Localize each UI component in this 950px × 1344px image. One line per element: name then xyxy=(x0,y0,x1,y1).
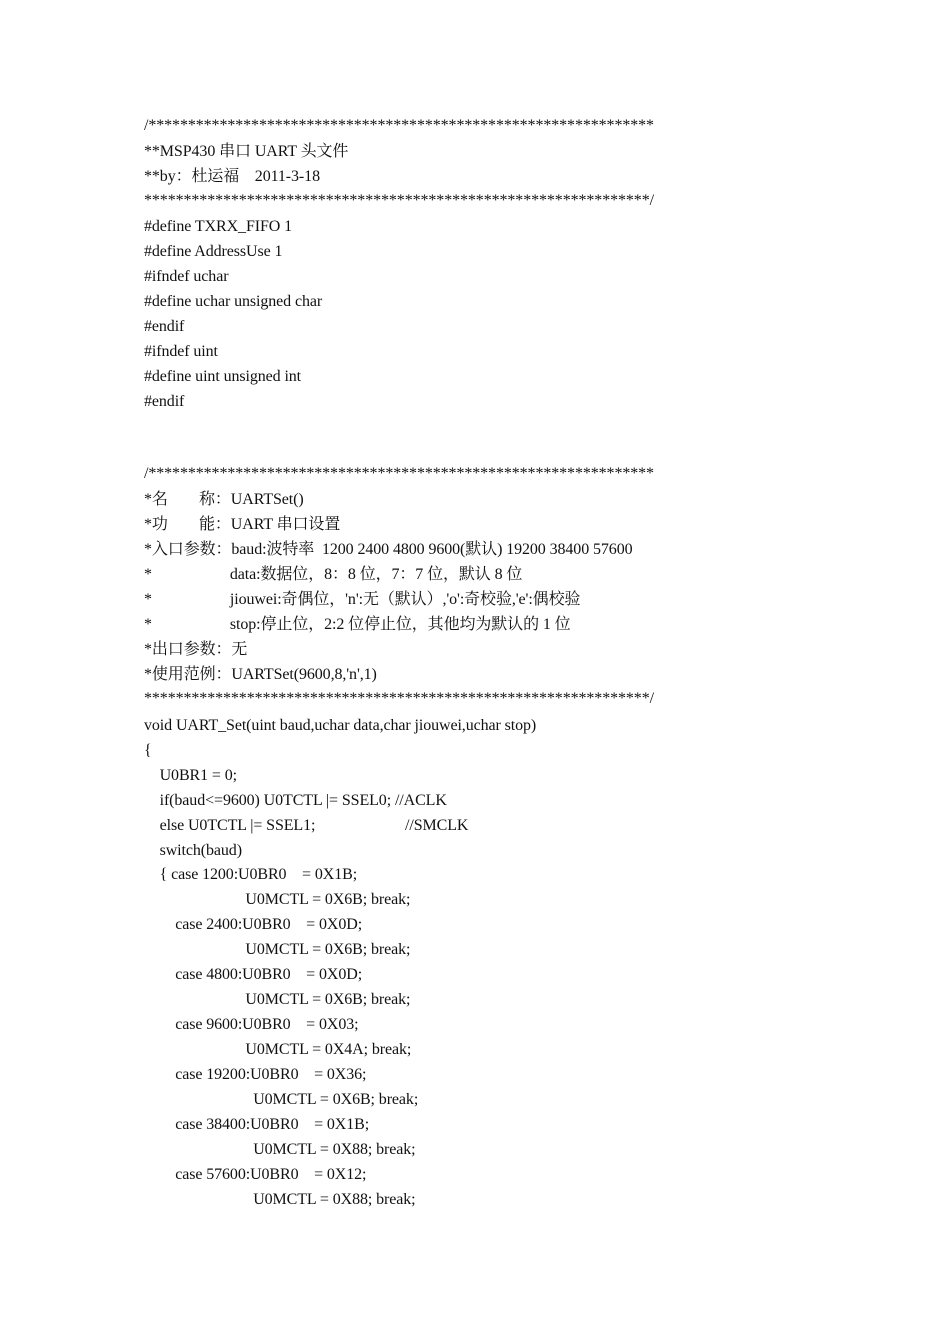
code-line: #endif xyxy=(144,318,185,335)
code-line: #define TXRX_FIFO 1 xyxy=(144,218,293,235)
function-signature: void UART_Set(uint baud,uchar data,char jiouwei,uchar stop) xyxy=(144,717,537,734)
comment-line: *出口参数：无 xyxy=(144,641,248,658)
code-line: U0MCTL = 0X6B; break; xyxy=(144,1091,419,1108)
code-line: #ifndef uchar xyxy=(144,268,229,285)
code-line: U0MCTL = 0X4A; break; xyxy=(144,1041,412,1058)
code-line: #define uchar unsigned char xyxy=(144,293,323,310)
code-line: #define AddressUse 1 xyxy=(144,243,283,260)
function-comment-close: ****************************************************************/ xyxy=(144,690,654,707)
code-line: U0MCTL = 0X88; break; xyxy=(144,1141,416,1158)
comment-line: *名 称：UARTSet() xyxy=(144,491,304,508)
code-line: U0MCTL = 0X6B; break; xyxy=(144,891,411,908)
code-line: U0MCTL = 0X6B; break; xyxy=(144,941,411,958)
header-title-line: **MSP430 串口 UART 头文件 xyxy=(144,143,349,160)
comment-line: * stop:停止位，2:2 位停止位，其他均为默认的 1 位 xyxy=(144,616,571,633)
comment-line: *功 能：UART 串口设置 xyxy=(144,516,341,533)
code-line: U0BR1 = 0; xyxy=(144,767,237,784)
code-line: switch(baud) xyxy=(144,842,242,859)
code-line: case 9600:U0BR0 = 0X03; xyxy=(144,1016,359,1033)
code-line: U0MCTL = 0X6B; break; xyxy=(144,991,411,1008)
code-line: else U0TCTL |= SSEL1; //SMCLK xyxy=(144,817,469,834)
comment-line: *入口参数：baud:波特率 1200 2400 4800 9600(默认) 19200 38400 57600 xyxy=(144,541,633,558)
code-line: if(baud<=9600) U0TCTL |= SSEL0; //ACLK xyxy=(144,792,447,809)
function-comment-open: /**************************************************************** xyxy=(144,465,654,482)
code-line: case 38400:U0BR0 = 0X1B; xyxy=(144,1116,370,1133)
code-line: case 57600:U0BR0 = 0X12; xyxy=(144,1166,367,1183)
code-line: case 4800:U0BR0 = 0X0D; xyxy=(144,966,363,983)
code-line: #ifndef uint xyxy=(144,343,218,360)
code-line: { xyxy=(144,742,152,759)
code-line: #define uint unsigned int xyxy=(144,368,302,385)
comment-line: *使用范例：UARTSet(9600,8,'n',1) xyxy=(144,666,377,683)
header-author-line: **by：杜运福 2011-3-18 xyxy=(144,168,320,185)
header-comment-close: ****************************************************************/ xyxy=(144,192,654,209)
code-line: case 19200:U0BR0 = 0X36; xyxy=(144,1066,367,1083)
code-line: { case 1200:U0BR0 = 0X1B; xyxy=(144,866,358,883)
comment-line: * data:数据位，8：8 位，7：7 位，默认 8 位 xyxy=(144,566,523,583)
header-comment-open: /**************************************************************** xyxy=(144,117,654,134)
comment-line: * jiouwei:奇偶位，'n':无（默认）,'o':奇校验,'e':偶校验 xyxy=(144,591,581,608)
code-line: case 2400:U0BR0 = 0X0D; xyxy=(144,916,363,933)
code-line: #endif xyxy=(144,393,185,410)
code-line: U0MCTL = 0X88; break; xyxy=(144,1191,416,1208)
